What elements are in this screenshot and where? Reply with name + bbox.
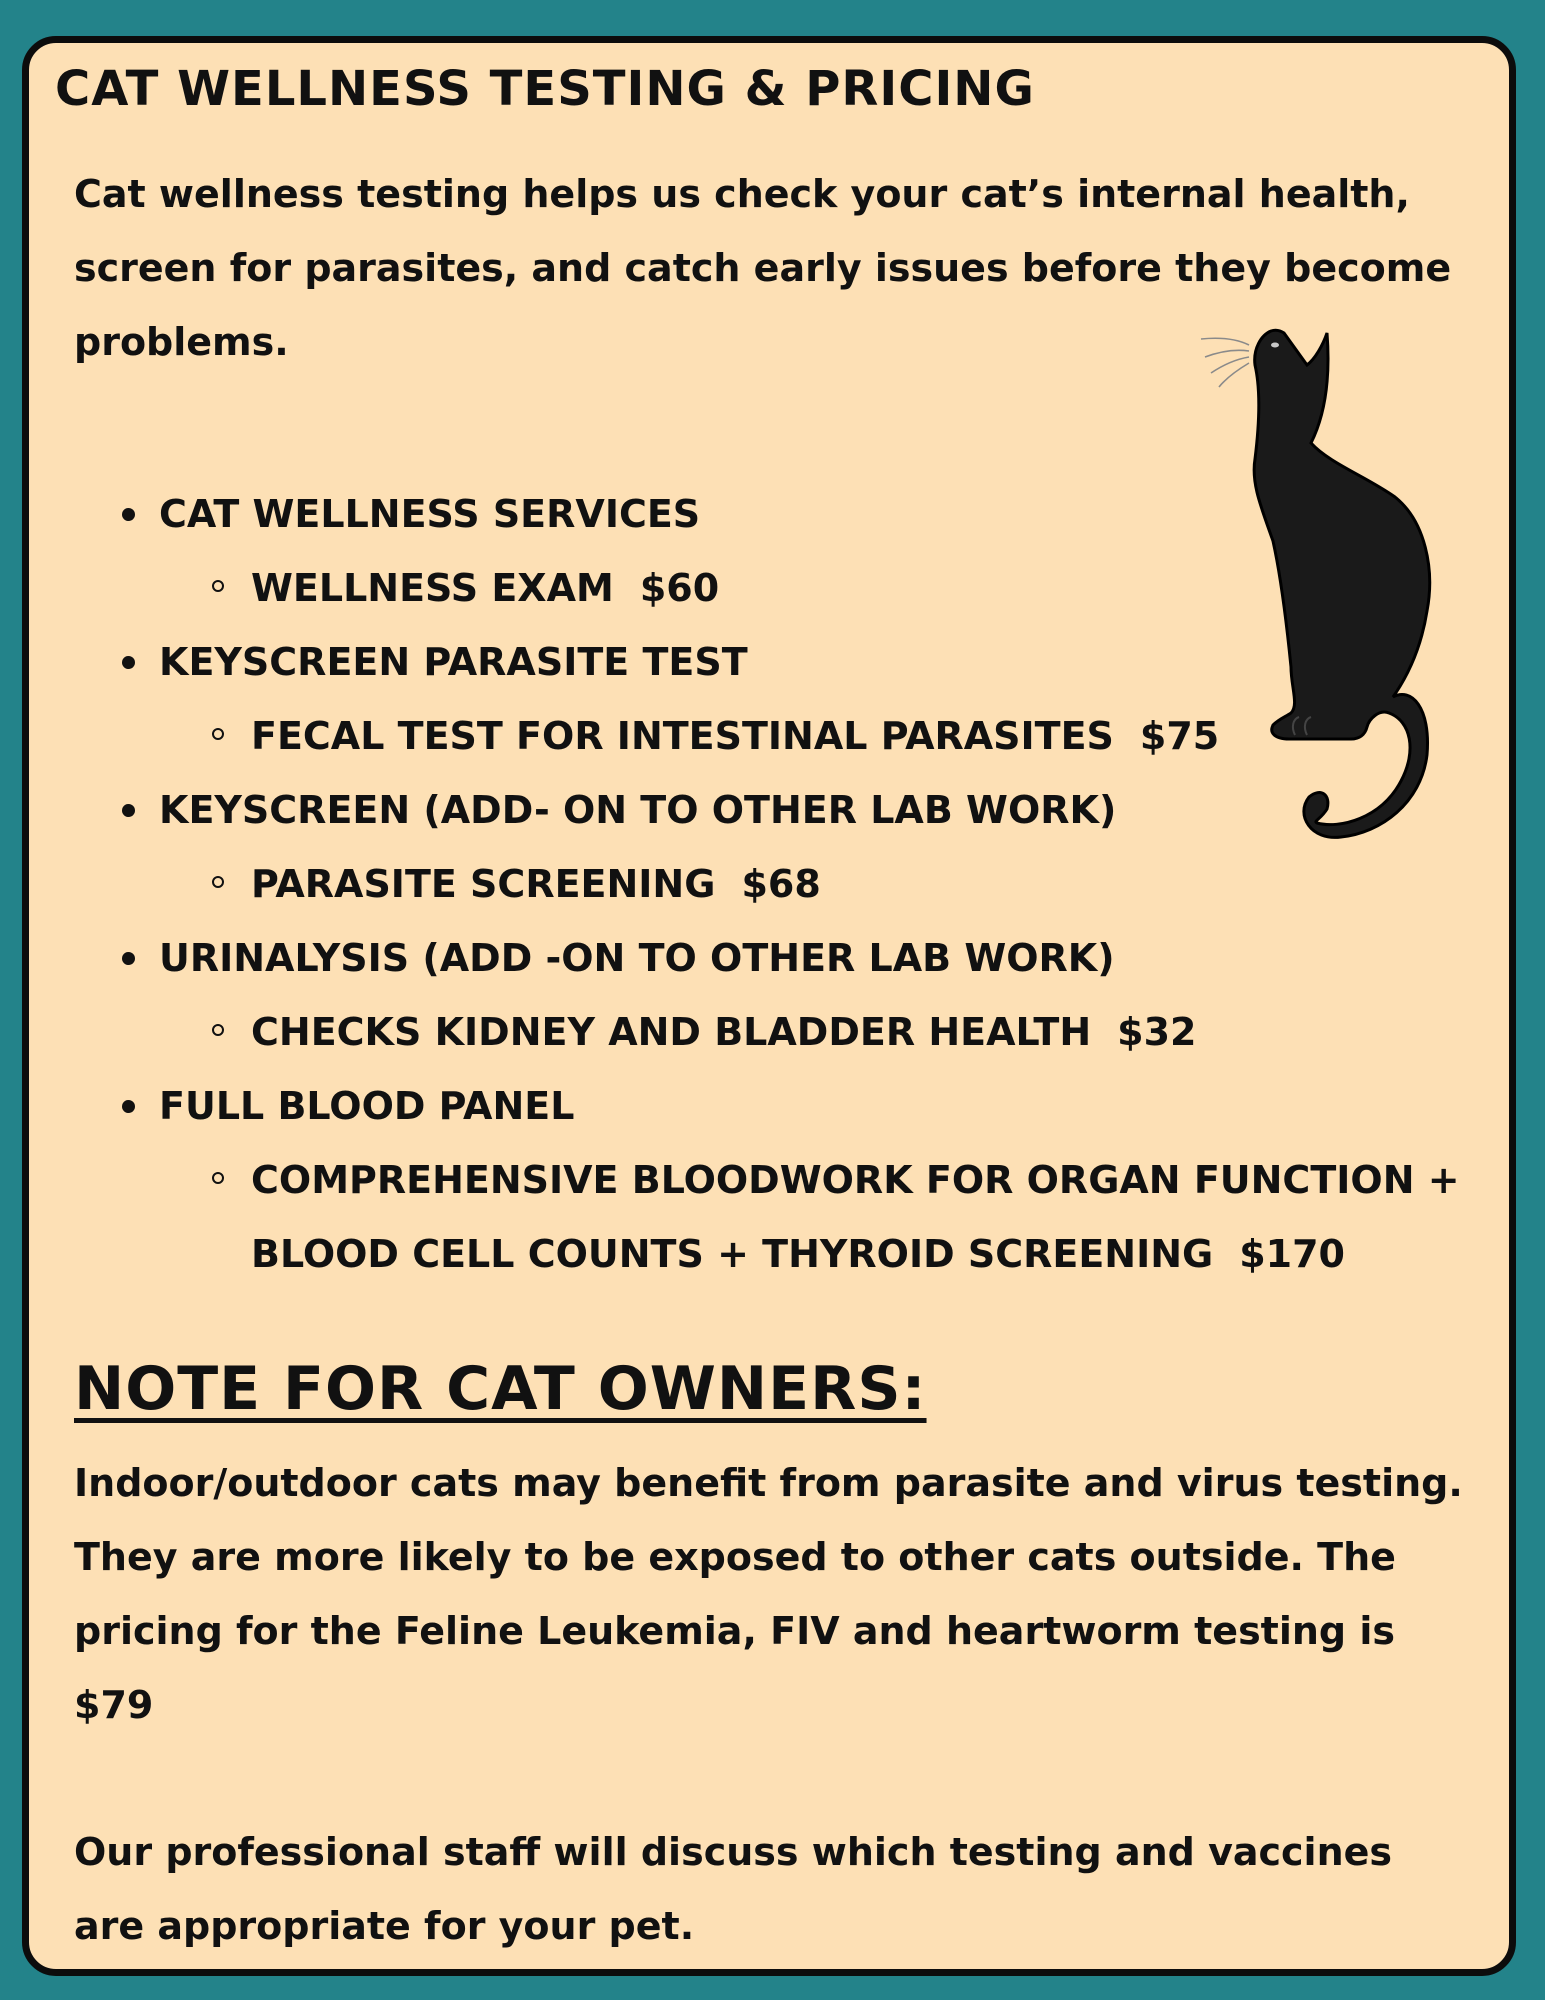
sub-bullet-icon [212, 1172, 224, 1184]
bullet-icon [122, 508, 135, 521]
service-detail: PARASITE SCREENING [251, 862, 716, 906]
bullet-icon [122, 952, 135, 965]
service-price: $68 [741, 862, 821, 906]
bullet-icon [122, 1100, 135, 1113]
page-title: CAT WELLNESS TESTING & PRICING [55, 61, 1035, 117]
service-item [29, 773, 1523, 921]
service-item [29, 477, 1523, 625]
service-name: CAT WELLNESS SERVICES [159, 492, 701, 536]
service-detail: WELLNESS EXAM [251, 566, 614, 610]
price-card [22, 36, 1516, 1976]
note-paragraph-testing: Indoor/outdoor cats may benefit from parasite and virus testing. They are more likely to be exposed to other cats outside. The pricing for the Feline Leukemia, FIV and heartworm testing is $79 [74, 1461, 1463, 1727]
service-item [29, 625, 1523, 773]
bullet-icon [122, 656, 135, 669]
service-detail: CHECKS KIDNEY AND BLADDER HEALTH [251, 1010, 1092, 1054]
service-detail: COMPREHENSIVE BLOODWORK FOR ORGAN FUNCTION + BLOOD CELL COUNTS + THYROID SCREENING [251, 1158, 1460, 1276]
note-heading: NOTE FOR CAT OWNERS: [74, 1354, 927, 1424]
sub-bullet-icon [212, 580, 224, 592]
service-name: FULL BLOOD PANEL [159, 1084, 575, 1128]
note-paragraph-staff: Our professional staff will discuss which testing and vaccines are appropriate for your pet. [74, 1830, 1393, 1948]
service-detail: FECAL TEST FOR INTESTINAL PARASITES [251, 714, 1114, 758]
service-price: $32 [1117, 1010, 1197, 1054]
service-name: KEYSCREEN PARASITE TEST [159, 640, 748, 684]
sub-bullet-icon [212, 1024, 224, 1036]
intro-paragraph: Cat wellness testing helps us check your cat’s internal health, screen for parasites, and catch early issues before they become problems. [74, 172, 1452, 364]
sub-bullet-icon [212, 728, 224, 740]
bullet-icon [122, 804, 135, 817]
service-name: KEYSCREEN (ADD- ON TO OTHER LAB WORK) [159, 788, 1117, 832]
service-price: $75 [1139, 714, 1220, 758]
service-price: $170 [1239, 1232, 1345, 1276]
service-price: $60 [639, 566, 720, 610]
services-list [29, 477, 1523, 1291]
service-name: URINALYSIS (ADD -ON TO OTHER LAB WORK) [159, 936, 1115, 980]
service-item [29, 1069, 1523, 1291]
sub-bullet-icon [212, 876, 224, 888]
service-item [29, 921, 1523, 1069]
